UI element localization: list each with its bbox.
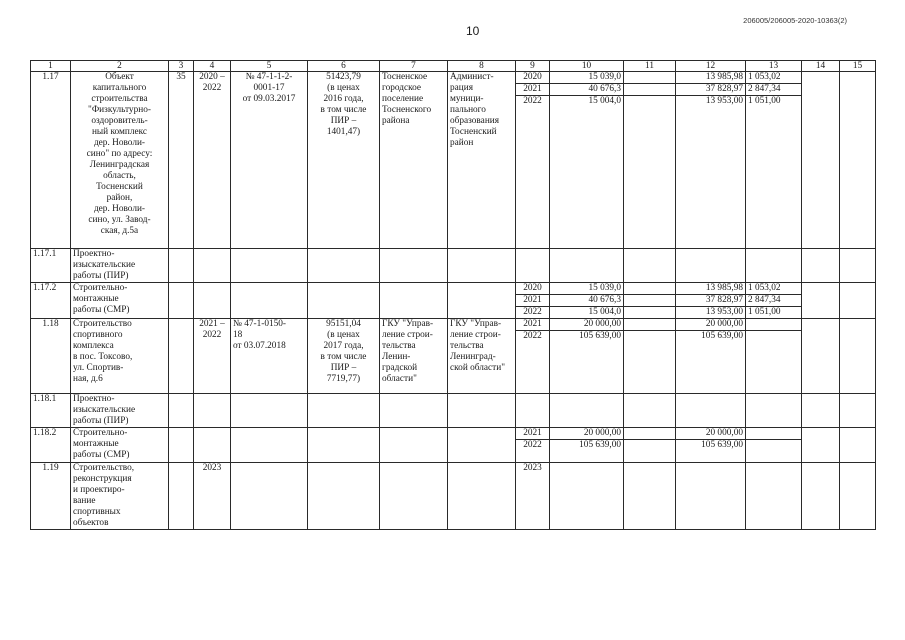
municipality: Тосненское городское поселение Тосненского района bbox=[380, 72, 448, 249]
empty-cell bbox=[624, 96, 676, 249]
table-row bbox=[31, 428, 876, 440]
year: 2022 bbox=[516, 331, 550, 394]
row-number: 1.17.1 bbox=[31, 249, 71, 283]
year: 2021 bbox=[516, 84, 550, 96]
column-header: 6 bbox=[308, 61, 380, 72]
amount-regional: 37 828,97 bbox=[676, 295, 746, 307]
amount-total: 20 000,00 bbox=[550, 428, 624, 440]
column-header: 1 bbox=[31, 61, 71, 72]
amount-regional: 37 828,97 bbox=[676, 84, 746, 96]
period: 2021 – 2022 bbox=[194, 319, 231, 394]
municipality: ГКУ "Управ- ление строи- тельства Ленин- градской области" bbox=[380, 319, 448, 394]
column-header: 7 bbox=[380, 61, 448, 72]
table-row bbox=[31, 319, 876, 331]
table-row bbox=[31, 72, 876, 84]
amount-regional: 105 639,00 bbox=[676, 440, 746, 463]
amount-total: 40 676,3 bbox=[550, 295, 624, 307]
year: 2023 bbox=[516, 463, 550, 530]
amount-regional: 105 639,00 bbox=[676, 331, 746, 394]
estimate-cost: 51423,79 (в ценах 2016 года, в том числе ПИР – 1401,47) bbox=[308, 72, 380, 249]
amount-local: 1 053,02 bbox=[746, 283, 802, 295]
column-header: 9 bbox=[516, 61, 550, 72]
amount-regional: 13 985,98 bbox=[676, 72, 746, 84]
object-name: Строительно- монтажные работы (СМР) bbox=[71, 428, 169, 463]
column-header: 10 bbox=[550, 61, 624, 72]
empty-cell bbox=[840, 72, 876, 249]
permit: № 47-1-0150- 18 от 03.07.2018 bbox=[231, 319, 308, 394]
object-name: Строительство, реконструкция и проектиро- вание спортивных объектов bbox=[71, 463, 169, 530]
column-header: 14 bbox=[802, 61, 840, 72]
object-name: Проектно- изыскательские работы (ПИР) bbox=[71, 249, 169, 283]
row-number: 1.19 bbox=[31, 463, 71, 530]
permit: № 47-1-1-2- 0001-17 от 09.03.2017 bbox=[231, 72, 308, 249]
column-header: 8 bbox=[448, 61, 516, 72]
amount-total: 15 039,0 bbox=[550, 72, 624, 84]
row-number: 1.18.1 bbox=[31, 394, 71, 428]
amount-local: 1 053,02 bbox=[746, 72, 802, 84]
object-name: Объект капитального строительства "Физкультурно- оздоровитель- ный комплекс дер. Новоли- сино" по адресу: Ленинградская область, Тосненский район, дер. Новоли- сино, ул. Завод- ская, д.5а bbox=[71, 72, 169, 249]
year: 2020 bbox=[516, 72, 550, 84]
row-number: 1.18.2 bbox=[31, 428, 71, 463]
page-number: 10 bbox=[466, 24, 480, 38]
object-name: Строительно- монтажные работы (СМР) bbox=[71, 283, 169, 319]
table-row bbox=[31, 249, 876, 283]
amount-local: 1 051,00 bbox=[746, 307, 802, 319]
empty-cell bbox=[802, 72, 840, 249]
amount-total: 40 676,3 bbox=[550, 84, 624, 96]
table-row bbox=[31, 394, 876, 428]
program-table bbox=[30, 60, 876, 530]
amount-local: 2 847,34 bbox=[746, 84, 802, 96]
empty-cell bbox=[624, 84, 676, 96]
year: 2021 bbox=[516, 295, 550, 307]
year: 2021 bbox=[516, 319, 550, 331]
table-row bbox=[31, 463, 876, 530]
column-header: 5 bbox=[231, 61, 308, 72]
row-number: 1.18 bbox=[31, 319, 71, 394]
amount-regional: 20 000,00 bbox=[676, 428, 746, 440]
object-name: Строительство спортивного комплекса в пос. Токсово, ул. Спортив- ная, д.6 bbox=[71, 319, 169, 394]
year: 2022 bbox=[516, 96, 550, 249]
year: 2022 bbox=[516, 307, 550, 319]
year: 2022 bbox=[516, 440, 550, 463]
amount-regional: 13 953,00 bbox=[676, 96, 746, 249]
amount-regional: 20 000,00 bbox=[676, 319, 746, 331]
customer: ГКУ "Управ- ление строи- тельства Ленинград- ской области" bbox=[448, 319, 516, 394]
estimate-cost: 95151,04 (в ценах 2017 года, в том числе ПИР – 7719,77) bbox=[308, 319, 380, 394]
column-header: 13 bbox=[746, 61, 802, 72]
amount-total: 20 000,00 bbox=[550, 319, 624, 331]
cell-col3: 35 bbox=[169, 72, 194, 249]
column-header: 4 bbox=[194, 61, 231, 72]
amount-total: 105 639,00 bbox=[550, 331, 624, 394]
customer: Админист- рация муници- пального образования Тосненский район bbox=[448, 72, 516, 249]
period: 2023 bbox=[194, 463, 231, 530]
column-number-row bbox=[31, 61, 876, 72]
amount-total: 15 004,0 bbox=[550, 307, 624, 319]
amount-total: 105 639,00 bbox=[550, 440, 624, 463]
column-header: 15 bbox=[840, 61, 876, 72]
column-header: 3 bbox=[169, 61, 194, 72]
amount-local: 2 847,34 bbox=[746, 295, 802, 307]
column-header: 12 bbox=[676, 61, 746, 72]
empty-cell bbox=[624, 72, 676, 84]
year: 2020 bbox=[516, 283, 550, 295]
row-number: 1.17.2 bbox=[31, 283, 71, 319]
amount-regional: 13 953,00 bbox=[676, 307, 746, 319]
table-row bbox=[31, 283, 876, 295]
amount-total: 15 039,0 bbox=[550, 283, 624, 295]
amount-regional: 13 985,98 bbox=[676, 283, 746, 295]
amount-local: 1 051,00 bbox=[746, 96, 802, 249]
document-code: 206005/206005-2020-10363(2) bbox=[743, 16, 847, 25]
period: 2020 – 2022 bbox=[194, 72, 231, 249]
object-name: Проектно- изыскательские работы (ПИР) bbox=[71, 394, 169, 428]
column-header: 2 bbox=[71, 61, 169, 72]
column-header: 11 bbox=[624, 61, 676, 72]
amount-total: 15 004,0 bbox=[550, 96, 624, 249]
row-number: 1.17 bbox=[31, 72, 71, 249]
year: 2021 bbox=[516, 428, 550, 440]
